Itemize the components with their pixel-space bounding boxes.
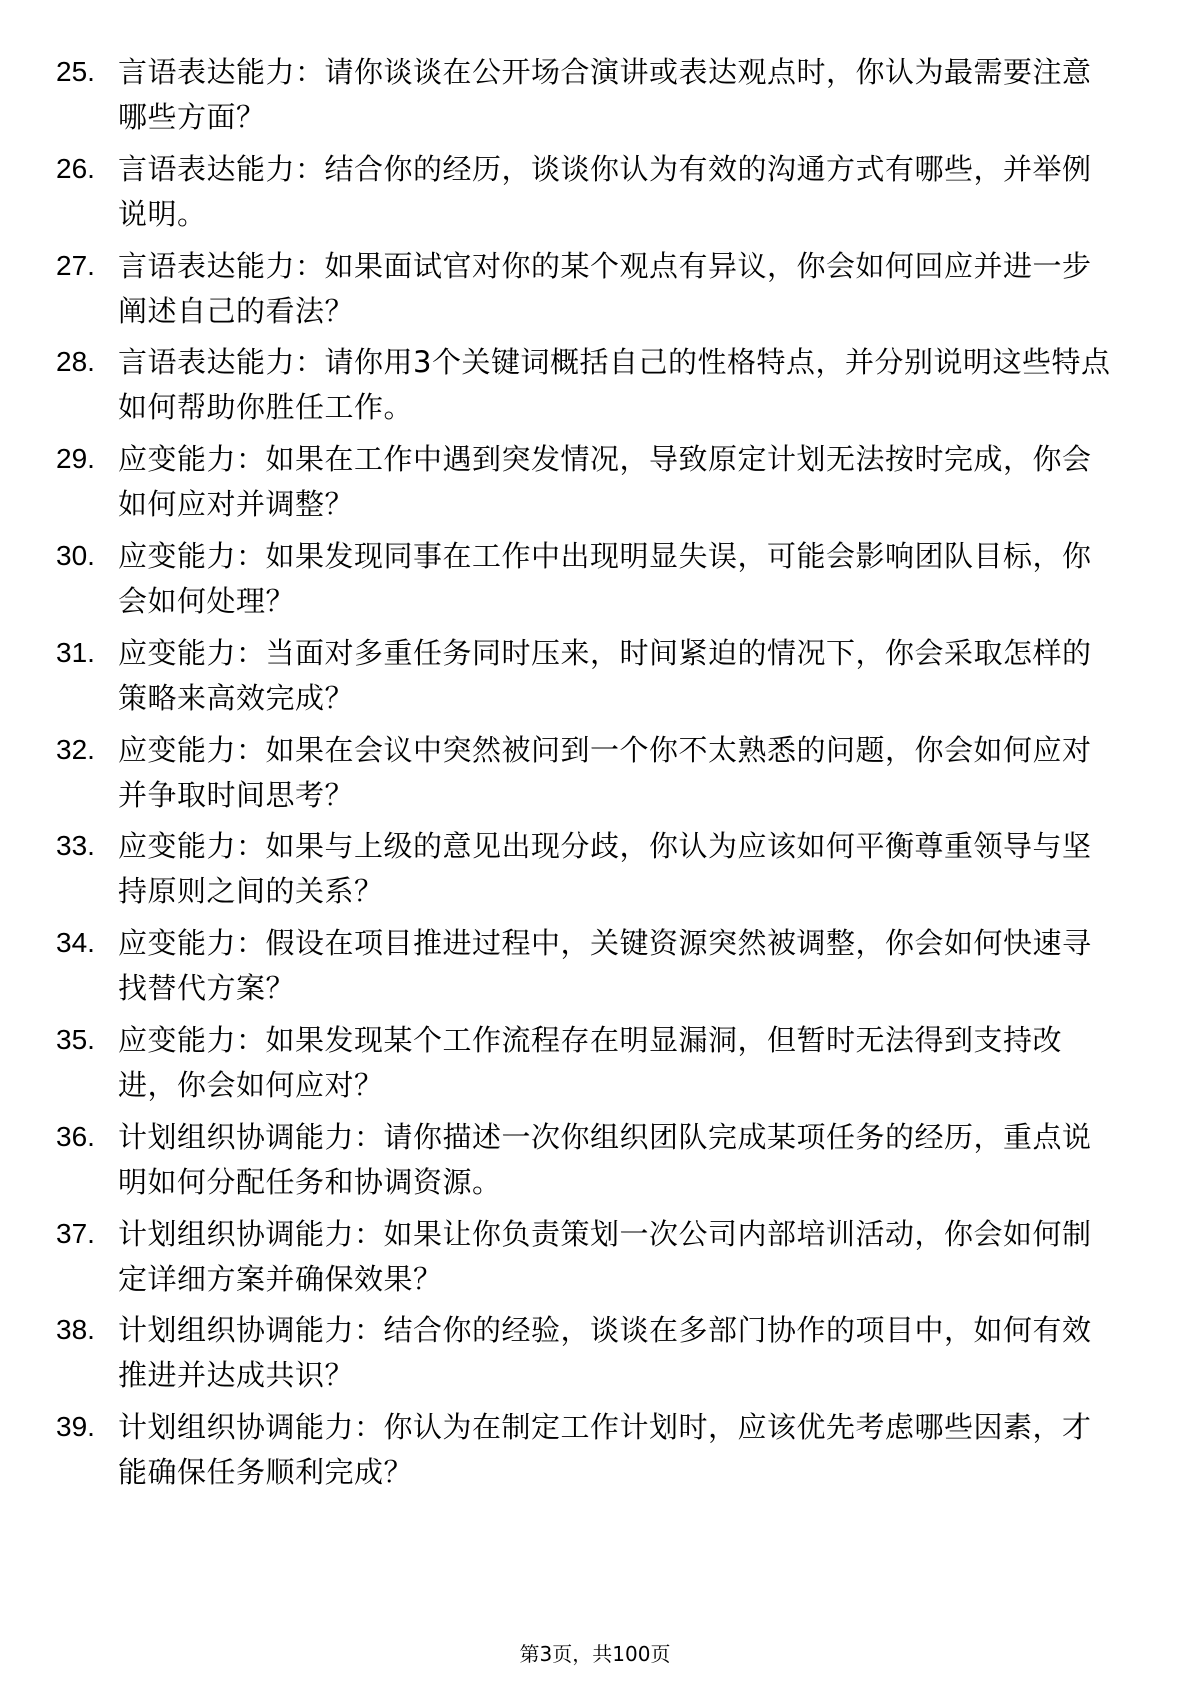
page-footer <box>0 1640 1190 1668</box>
question-text: 计划组织协调能力：结合你的经验，谈谈在多部门协作的项目中，如何有效推进并达成共识？ <box>118 1313 1092 1393</box>
question-text: 计划组织协调能力：如果让你负责策划一次公司内部培训活动，你会如何制定详细方案并确保效果？ <box>118 1216 1092 1296</box>
question-list <box>56 50 1136 1502</box>
question-item <box>56 437 1136 534</box>
question-item <box>56 50 1136 147</box>
question-item <box>56 921 1136 1018</box>
question-item <box>56 1212 1136 1309</box>
question-text: 言语表达能力：如果面试官对你的某个观点有异议，你会如何回应并进一步阐述自己的看法？ <box>118 248 1092 328</box>
question-item <box>56 1405 1136 1502</box>
question-item <box>56 1018 1136 1115</box>
question-number: 39. <box>56 1411 95 1443</box>
question-item <box>56 534 1136 631</box>
question-number: 26. <box>56 152 95 184</box>
question-text: 应变能力：如果发现同事在工作中出现明显失误，可能会影响团队目标，你会如何处理？ <box>118 538 1092 618</box>
question-number: 38. <box>56 1314 95 1346</box>
question-item <box>56 631 1136 728</box>
question-text: 言语表达能力：请你用3个关键词概括自己的性格特点，并分别说明这些特点如何帮助你胜任工作。 <box>118 345 1111 425</box>
question-item <box>56 244 1136 341</box>
question-number: 30. <box>56 539 95 571</box>
question-text: 言语表达能力：结合你的经历，谈谈你认为有效的沟通方式有哪些，并举例说明。 <box>118 151 1092 231</box>
question-text: 应变能力：如果在工作中遇到突发情况，导致原定计划无法按时完成，你会如何应对并调整？ <box>118 442 1092 522</box>
question-text: 言语表达能力：请你谈谈在公开场合演讲或表达观点时，你认为最需要注意哪些方面？ <box>118 55 1092 134</box>
question-item <box>56 1115 1136 1212</box>
question-text: 计划组织协调能力：你认为在制定工作计划时，应该优先考虑哪些因素，才能确保任务顺利完成？ <box>118 1410 1092 1490</box>
question-item <box>56 340 1136 437</box>
question-number: 33. <box>56 830 95 862</box>
question-item <box>56 728 1136 825</box>
question-number: 25. <box>56 56 95 87</box>
question-text: 应变能力：如果与上级的意见出现分歧，你认为应该如何平衡尊重领导与坚持原则之间的关系？ <box>118 829 1092 909</box>
question-text: 应变能力：如果在会议中突然被问到一个你不太熟悉的问题，你会如何应对并争取时间思考？ <box>118 732 1092 812</box>
question-item <box>56 1308 1136 1405</box>
question-text: 应变能力：当面对多重任务同时压来，时间紧迫的情况下，你会采取怎样的策略来高效完成？ <box>118 635 1092 715</box>
question-number: 35. <box>56 1023 95 1055</box>
question-number: 36. <box>56 1120 95 1152</box>
question-number: 28. <box>56 346 95 378</box>
question-text: 应变能力：假设在项目推进过程中，关键资源突然被调整，你会如何快速寻找替代方案？ <box>118 926 1092 1006</box>
page-number-label: 第3页，共100页 <box>519 1642 671 1666</box>
question-number: 27. <box>56 249 95 281</box>
question-item <box>56 824 1136 921</box>
question-text: 应变能力：如果发现某个工作流程存在明显漏洞，但暂时无法得到支持改进，你会如何应对？ <box>118 1022 1063 1102</box>
question-text: 计划组织协调能力：请你描述一次你组织团队完成某项任务的经历，重点说明如何分配任务和协调资源。 <box>118 1119 1092 1199</box>
question-number: 34. <box>56 927 95 959</box>
question-number: 37. <box>56 1217 95 1249</box>
question-number: 31. <box>56 636 95 668</box>
question-number: 32. <box>56 733 95 765</box>
question-item <box>56 147 1136 244</box>
question-number: 29. <box>56 443 95 475</box>
